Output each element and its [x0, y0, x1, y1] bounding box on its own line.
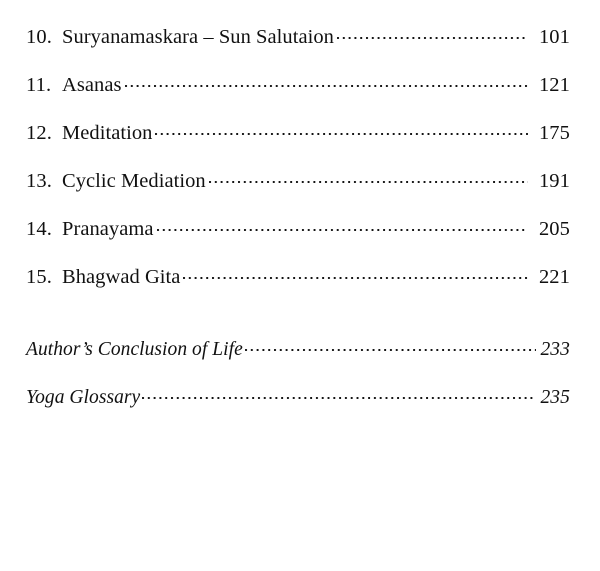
dot-leader: [337, 23, 528, 43]
toc-entry[interactable]: [26, 61, 570, 109]
toc-entry-number: 14.: [26, 218, 52, 240]
toc-entry[interactable]: [26, 205, 570, 253]
toc-entry-title: Cyclic Mediation: [62, 170, 206, 192]
toc-entry[interactable]: [26, 374, 570, 422]
toc-entry-number: 12.: [26, 122, 52, 144]
toc-entry-title: Bhagwad Gita: [62, 266, 181, 288]
dot-leader: [209, 167, 528, 187]
toc-entry-title: Author’s Conclusion of Life: [26, 339, 243, 360]
toc-backmatter-list: [26, 326, 570, 422]
toc-entry-number: 13.: [26, 170, 52, 192]
dot-leader: [183, 263, 528, 283]
dot-leader: [125, 71, 528, 91]
toc-entry-number: 15.: [26, 266, 52, 288]
dot-leader: [142, 383, 536, 403]
dot-leader: [157, 215, 528, 235]
toc-entry[interactable]: [26, 157, 570, 205]
toc-entry-page-number: 175: [538, 122, 570, 144]
toc-entry-page-number: 235: [540, 387, 570, 408]
toc-entry-number: 10.: [26, 26, 52, 48]
toc-entry-page-number: 101: [538, 26, 570, 48]
toc-entry-page-number: 121: [538, 74, 570, 96]
toc-entry-title: Suryanamaskara – Sun Salutaion: [62, 26, 334, 48]
toc-entry-title: Yoga Glossary: [26, 387, 141, 408]
toc-entry-number: 11.: [26, 74, 52, 96]
toc-entry-title: Meditation: [62, 122, 153, 144]
dot-leader: [245, 335, 536, 355]
toc-entry-page-number: 191: [538, 170, 570, 192]
toc-entry[interactable]: [26, 253, 570, 301]
toc-entry[interactable]: [26, 326, 570, 374]
toc-entry[interactable]: [26, 109, 570, 157]
toc-entry-page-number: 221: [538, 266, 570, 288]
toc-entry-title: Pranayama: [62, 218, 154, 240]
toc-entry-page-number: 233: [540, 339, 570, 360]
dot-leader: [155, 119, 528, 139]
toc-entry-title: Asanas: [62, 74, 122, 96]
toc-numbered-list: [26, 13, 570, 301]
toc-entry[interactable]: [26, 13, 570, 61]
toc-entry-page-number: 205: [538, 218, 570, 240]
